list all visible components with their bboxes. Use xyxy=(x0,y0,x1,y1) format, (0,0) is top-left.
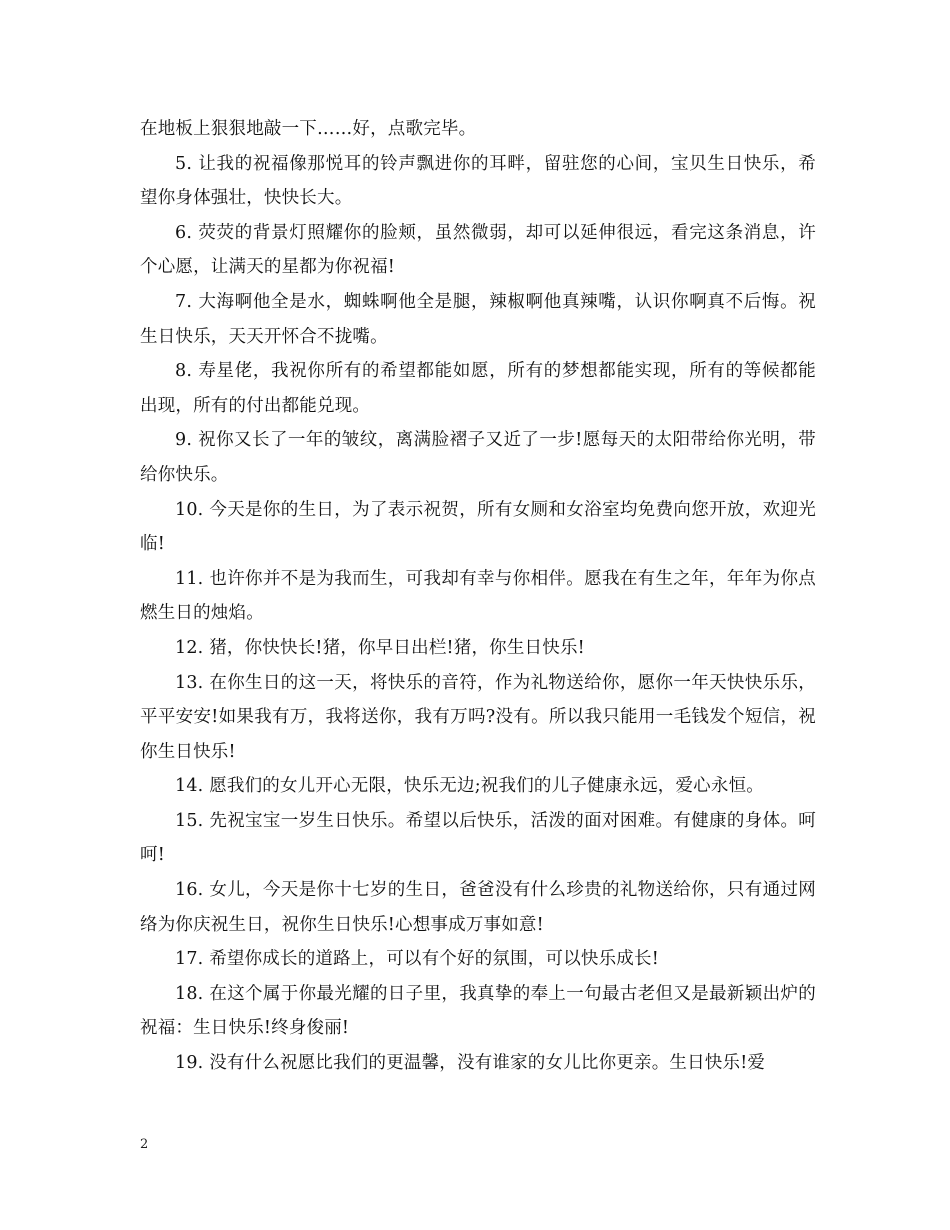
paragraph-item-12: 12. 猪，你快快长!猪，你早日出栏!猪，你生日快乐! xyxy=(175,637,585,658)
paragraph-continuation: 在地板上狠狠地敲一下……好，点歌完毕。 xyxy=(140,119,477,139)
paragraph-item-19: 19. 没有什么祝愿比我们的更温馨，没有谁家的女儿比你更亲。生日快乐!爱 xyxy=(175,1053,766,1074)
paragraph-item-18: 18. 在这个属于你最光耀的日子里，我真挚的奉上一句最古老但又是最新颖出炉的祝福：生日快乐!终身俊丽! xyxy=(140,983,816,1039)
paragraph-item-14: 14. 愿我们的女儿开心无限，快乐无边;祝我们的儿子健康永远，爱心永恒。 xyxy=(175,776,764,797)
document-body xyxy=(140,112,816,1081)
paragraph-item-5: 5. 让我的祝福像那悦耳的铃声飘进你的耳畔，留驻您的心间，宝贝生日快乐，希望你身体强壮，快快长大。 xyxy=(140,153,816,209)
paragraph-item-13: 13. 在你生日的这一天，将快乐的音符，作为礼物送给你，愿你一年天快快乐乐，平平安安!如果我有万，我将送你，我有万吗?没有。所以我只能用一毛钱发个短信，祝你生日快乐! xyxy=(140,672,816,762)
paragraph-item-17: 17. 希望你成长的道路上，可以有个好的氛围，可以快乐成长! xyxy=(175,949,659,970)
paragraph-item-15: 15. 先祝宝宝一岁生日快乐。希望以后快乐，活泼的面对困难。有健康的身体。呵呵! xyxy=(140,810,816,866)
paragraph-item-9: 9. 祝你又长了一年的皱纹，离满脸褶子又近了一步!愿每天的太阳带给你光明，带给你快乐。 xyxy=(140,430,816,485)
paragraph-item-16: 16. 女儿，今天是你十七岁的生日，爸爸没有什么珍贵的礼物送给你，只有通过网络为你庆祝生日，祝你生日快乐!心想事成万事如意! xyxy=(140,880,816,935)
paragraph-item-11: 11. 也许你并不是为我而生，可我却有幸与你相伴。愿我在有生之年，年年为你点燃生日的烛焰。 xyxy=(140,568,816,624)
page-number: 2 xyxy=(140,1137,149,1152)
paragraph-item-10: 10. 今天是你的生日，为了表示祝贺，所有女厕和女浴室均免费向您开放，欢迎光临! xyxy=(140,499,816,555)
paragraph-item-6: 6. 荧荧的背景灯照耀你的脸颊，虽然微弱，却可以延伸很远，看完这条消息，许个心愿，让满天的星都为你祝福! xyxy=(140,222,816,278)
paragraph-item-7: 7. 大海啊他全是水，蜘蛛啊他全是腿，辣椒啊他真辣嘴，认识你啊真不后悔。祝生日快乐，天天开怀合不拢嘴。 xyxy=(140,291,816,347)
paragraph-item-8: 8. 寿星佬，我祝你所有的希望都能如愿，所有的梦想都能实现，所有的等候都能出现，所有的付出都能兑现。 xyxy=(140,361,816,416)
